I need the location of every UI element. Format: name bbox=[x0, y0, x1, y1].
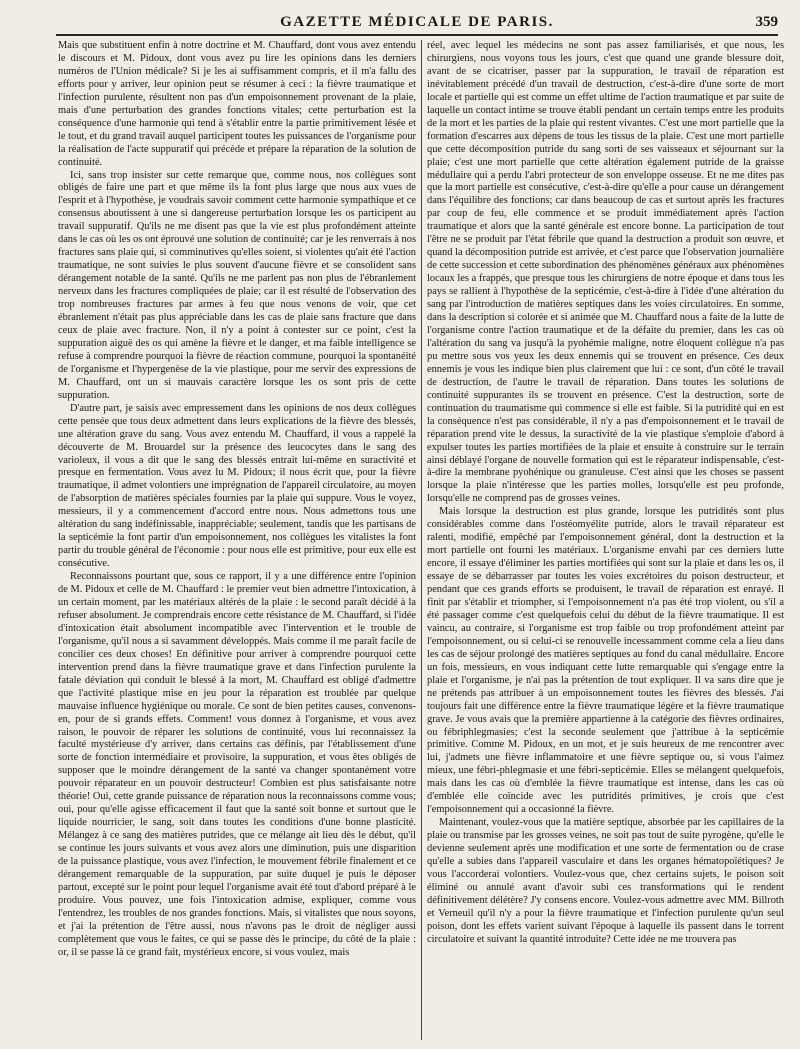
page-number: 359 bbox=[755, 14, 778, 30]
left-column bbox=[58, 40, 416, 1042]
paragraph: Mais lorsque la destruction est plus grande, lorsque les putridités sont plus considérables comme dans l'ostéomyélite putride, alors le travail réparateur est ralenti, modifié, empêché par l'empoisonnement général, dont la destruction et la mort partielle ont fourni les matériaux. L'organisme envahi par ces derniers lutte encore, il essaye d'éliminer les parties mortifiées qui sont sur la plaie et dans les os, il essaye de se débarrasser par toutes les voies excrétoires du poison destructeur, et pendant que ces grands efforts se produisent, le travail de réparation est enrayé. Il finit par s'établir et triompher, si l'empoisonnement n'a pas été trop violent, ou s'il a été passager comme c'est quelquefois celui du début de la fièvre traumatique. Il est vaincu, au contraire, si l'organisme est trop faible ou trop profondément atteint par l'empoisonnement, ou si celui-ci se renouvelle incessamment comme cela a lieu dans les cas de séjour prolongé des matières septiques au fond du canal médullaire. Encore un fois, messieurs, en vous indiquant cette lutte remarquable qui s'engage entre la plaie et l'organisme, je n'ai pas la prétention de tout expliquer. Il va sans dire que je ne prétends pas attribuer à un empoisonnement toutes les fièvres des blessés. J'ai toujours fait une différence entre la fièvre traumatique légère et la fièvre traumatique grave. Je vous avais que la première appartienne à la catégorie des fièvres ordinaires, ou fébriphlegmasies; c'est la seconde seulement que j'attribue à la septicémie primitive. Comme M. Pidoux, en un mot, et je suis heureux de me rencontrer avec lui, j'admets une fièvre inflammatoire et une fièvre septique ou, si vous l'aimez mieux, une fébri-phlegmasie et une fébri-septicémie. Elles se mélangent quelquefois, mais dans les cas où d'emblée la fièvre traumatique est intense, dans les cas où d'emblée elle coïncide avec les putridités primitives, je crois que c'est l'empoisonnement qui a occasionné la fièvre. bbox=[427, 506, 784, 816]
paragraph: Maintenant, voulez-vous que la matière septique, absorbée par les capillaires de la plaie ou transmise par les grosses veines, ne soit pas tout de suite pyrogène, qu'elle le devienne seulement après une modification et une sorte de fermentation ou de crase qu'elle a subies dans l'appareil vasculaire et dans les organes hématopoïétiques? Je vous l'accorderai volontiers. Voulez-vous que, chez certains sujets, le poison soit éliminé ou annulé avant d'avoir subi ces transformations qui le rendent définitivement délétère? J'y consens encore. Voulez-vous admettre avec MM. Billroth et Verneuil qu'il n'y a pour la fièvre traumatique et l'infection purulente qu'un seul poison, dont les effets varient suivant l'époque à laquelle ils passent dans le torrent circulatoire et suivant la quantité introduite? Cette idée ne me trouvera pas bbox=[427, 817, 784, 945]
paragraph: D'autre part, je saisis avec empressement dans les opinions de nos deux collègues cette pensée que tous deux admettent dans leurs explications de la fièvre des blessés, une altération grave du sang. Vous avez entendu M. Chauffard, il vous a rappelé la découverte de M. Brouardel sur la présence des leucocytes dans le sang des varioleux, il vous a dit que le sang des blessés entrait lui-même en suractivité et presque en fermentation. Vous avez lu M. Pidoux; il nous écrit que, pour la fièvre traumatique, il admet volontiers une imprégnation de l'appareil circulatoire, au moyen de l'absorption de matières spéciales fournies par la plaie qui suppure. Vous le voyez, messieurs, il y a commencement d'accord entre nous. Nous admettons tous une altération du sang indéfinissable, inappréciable; seulement, tandis que les partisans de la septicémie la font partir d'un empoisonnement, nos collègues les vitalistes la font partir du trouble général de l'économie : pour nous elle est primitive, pour eux elle est consécutive. bbox=[58, 402, 416, 570]
paragraph: Reconnaissons pourtant que, sous ce rapport, il y a une différence entre l'opinion de M. Pidoux et celle de M. Chauffard : le premier veut bien admettre l'intoxication, à un certain moment, par les matériaux altérés de la plaie : le second paraît décidé à la refuser absolument. Je comprendrais encore cette résistance de M. Chauffard, si l'idée d'intoxication était absolument incompatible avec l'intervention et le trouble de l'organisme, qu'il nous a si savamment développés. Mais comme il me paraît facile de concilier ces deux choses! En définitive pour arriver à comprendre pourquoi cette intervention prend dans la fièvre traumatique grave et dans l'infection purulente la fatale déviation qui conduit le blessé à la mort, M. Chauffard est obligé d'admettre que l'activité plastique mise en jeu pour la réparation est troublée par quelque mauvaise influence hygiénique ou morale. Ce sont de bien petites causes, convenons-en, pour de si grands effets. Comment! vous donnez à l'organisme, et vous avez raison, le pouvoir de réparer les solutions de continuité, vous lui reconnaissez la faculté mystérieuse d'y arriver, dans certains cas définis, par l'établissement d'une sorte de fonction intermédiaire et provisoire, la suppuration, et vous êtes obligés de supposer que le moindre dérangement de la santé va changer spontanément votre pouvoir réparateur en un pouvoir destructeur! Combien est plus satisfaisante notre théorie! Oui, cette grande puissance de réparation nous la reconnaissons comme vous; oui, pour qu'elle agisse efficacement il faut que la santé soit bonne et surtout que le liquide nourricier, le sang, soit dans toutes les conditions d'une bonne plasticité. Mélangez à ce sang des matières putrides, que ce mélange ait lieu dès le début, qu'il se continue les jours suivants et vous avez alors une diminution, puis une disparition de la puissance plastique, vous avez l'infection, le mouvement fébrile finalement et ce dérangement remarquable de la suppuration, par suite duquel je puis le déposer partout, excepté sur le point pour lequel l'organisme avait été tout d'abord préparé à le produire. Vous pouvez, une fois l'intoxication admise, expliquer, comme vous l'entendrez, les troubles de nos grandes fonctions. Mais, si vitalistes que nous soyons, et j'ai la prétention de l'être aussi, nous n'avons pas le droit de négliger aussi complètement que vous le faites, ce qui se passe dès le principe, du côté de la plaie : or, il se passe là ce grand fait, mystérieux encore, si vous voulez, mais bbox=[58, 571, 416, 958]
running-title: GAZETTE MÉDICALE DE PARIS. bbox=[280, 14, 554, 30]
right-column bbox=[427, 40, 784, 1042]
column-separator bbox=[421, 40, 422, 1040]
paragraph: Mais que substituent enfin à notre doctrine et M. Chauffard, dont vous avez entendu le discours et M. Pidoux, dont vous avez pu lire les opinions dans les derniers numéros de l'Union médicale? Si je les ai suffisamment compris, et il m'a fallu des efforts pour y arriver, leur opinion peut se résumer à ceci : la fièvre traumatique et l'infection purulente, résultent non pas d'un empoisonnement provenant de la plaie, mais d'une perturbation des grandes fonctions vitales; cette perturbation est la conséquence d'une harmonie qui tend à s'établir entre la partie primitivement lésée et le tout, et du grand travail auquel participent toutes les puissances de l'organisme pour la réalisation de l'acte suppuratif qui précède et prépare la réparation de la solution de continuité. bbox=[58, 40, 416, 168]
paragraph: réel, avec lequel les médecins ne sont pas assez familiarisés, et que nous, les chirurgiens, nous voyons tous les jours, c'est que quand une grande blessure doit, avant de se cicatriser, passer par la suppuration, le travail de réparation est inévitablement précédé d'un travail de destruction, c'est-à-dire d'une sorte de mort locale et partielle qui est comme un effet ultime de l'action traumatique et par suite de laquelle un contact intime se trouve établi pendant un certain temps entre les produits de la mort et les parties de la plaie qui restent vivantes. C'est une mort partielle que la formation d'escarres aux dépens de tous les tissus de la plaie. C'est une mort partielle que cette décomposition putride du sang sorti de ses vaisseaux et séjournant sur la plaie; c'est une mort partielle que cette altération également putride de la graisse médullaire qui a perdu l'abri protecteur de son enveloppe osseuse. Et ne me dites pas que la mort partielle est consécutive, c'est-à-dire qu'elle a pour cause un dérangement dans l'équilibre des fonctions; car dans beaucoup de cas et surtout après les fractures par coup de feu, elle commence et se produit immédiatement après l'action traumatique et alors que la santé générale est encore bonne. La participation de tout l'être ne se produit par l'état fébrile que quand la destruction a produit son œuvre, et quand la décomposition putride est arrivée, et c'est parce que l'observation journalière de cette succession et cette subordination des phénomènes généraux aux phénomènes locaux les a frappés, que presque tous les chirurgiens de notre époque et dans tous les pays se rallient à l'hypothèse de la septicémie, c'est-à-dire à l'idée d'une altération du sang par l'introduction de matières septiques dans les voies circulatoires. En somme, dans la description si colorée et si animée que M. Chauffard nous a faite de la lutte de l'organisme contre l'action traumatique et de la défaite du premier, dans les cas où l'altération du sang va jusqu'à la pyohémie maligne, notre éloquent collègue n'a pas pu mettre sous vos yeux les deux ennemis qui se trouvent en présence. Ces deux ennemis je vous les indique bien plus clairement que lui : ce sont, d'un côté le travail de destruction, de l'autre le travail de réparation. Dans toutes les solutions de continuité suppurantes ils se trouvent en présence. C'est la destruction, sorte de continuation du traumatisme qui commence si elle est faible. Si la putridité qui en est la conséquence n'est pas considérable, il n'y a pas d'empoisonnement et le travail de réparation prend vite le dessus, la suractivité de la vie plastique s'emploie d'abord à expulser toutes les parties mortifiées de la plaie et ensuite à construire sur le terrain ainsi déblayé l'organe de nouvelle formation qui est le réparateur indispensable, c'est-à-dire la membrane pyohénique ou granuleuse. C'est ainsi que les choses se passent lorsque la plaie n'intéresse que les parties molles, lorsqu'elle est peu profonde, lorsqu'elle ne comprend pas de grosses veines. bbox=[427, 40, 784, 505]
header-rule bbox=[56, 34, 778, 36]
paragraph: Ici, sans trop insister sur cette remarque que, comme nous, nos collègues sont obligés de faire une part et que même ils la font plus large que nous aux vues de l'esprit et à l'hypothèse, je voudrais savoir comment cette harmonie sympathique et ce consensus aboutissent à une si dangereuse perturbation lorsque les os participent au travail suppuratif. Qu'ils ne me disent pas que la vie est plus profondément atteinte dans le cas où les os ont éprouvé une solution de continuité; car je les renverrais à nos fractures sans plaie qui, si comminutives qu'elles soient, si violentes qu'ait été l'action traumatique, ne sont suivies le plus souvent d'aucune fièvre et se consolident sans dérangement notable de la santé. Qu'ils ne me parlent pas non plus de l'ébranlement nerveux dans les fractures compliquées de plaie; car il est résulté de l'observation des trop nombreuses fractures par armes à feu que nous venons de voir, que cet ébranlement n'était pas plus appréciable dans les cas de plaie sans fracture que dans ceux de plaie avec fracture. Non, il n'y a point à contester sur ce point, c'est la suppuration aiguë des os qui amène la fièvre et le danger, et ma faible intelligence se refuse à comprendre pourquoi la fièvre de réaction commune, pourquoi la spontanéité de l'organisme et l'hypergenèse de la vie plastique, pour me servir des expressions de M. Chauffard, ont un si mauvais caractère lorsque les os sont pris de cette suppuration. bbox=[58, 169, 416, 401]
running-header bbox=[56, 8, 778, 36]
